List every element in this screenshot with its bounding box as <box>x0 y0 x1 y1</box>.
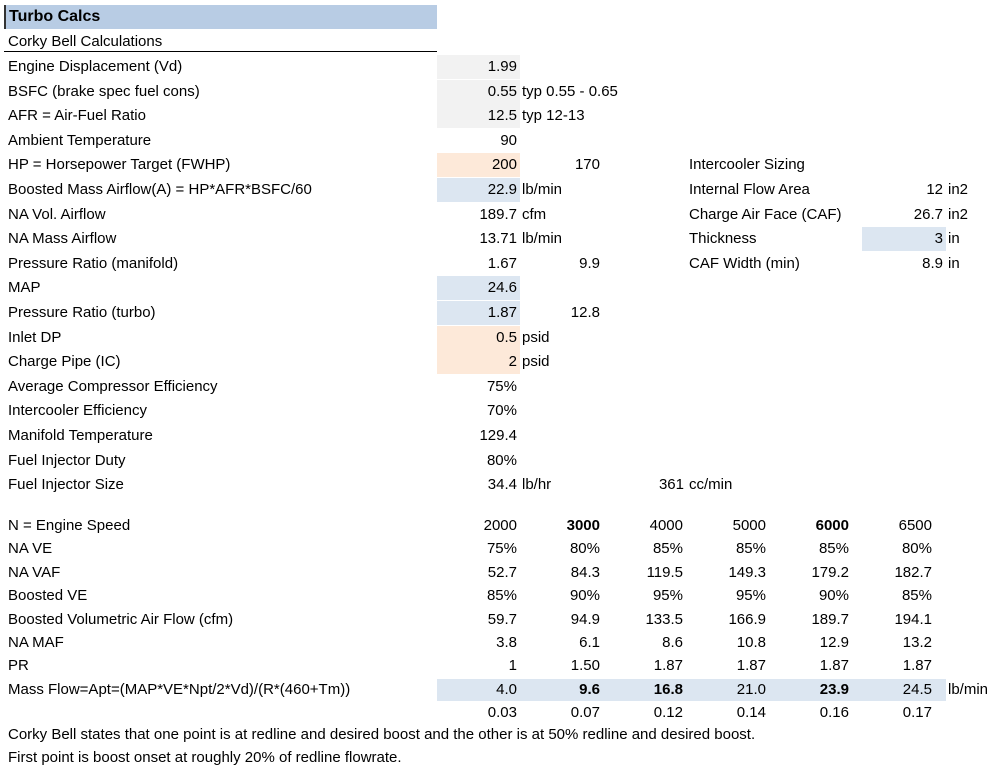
table-row <box>0 608 1002 632</box>
input-value-cell[interactable]: 1.87 <box>437 301 520 325</box>
ratio-cell[interactable]: 0.07 <box>570 704 600 722</box>
speed-header-row-label: N = Engine Speed <box>8 517 131 534</box>
intercooler-label: Internal Flow Area <box>689 181 810 198</box>
mass-flow-cell[interactable]: 23.9 <box>819 680 849 698</box>
input-value-cell[interactable]: 189.7 <box>479 205 517 223</box>
intercooler-unit: in2 <box>948 205 969 223</box>
intercooler-unit: in <box>948 254 960 272</box>
input-label: Pressure Ratio (manifold) <box>8 254 179 272</box>
input-label: Engine Displacement (Vd) <box>8 58 183 75</box>
speed-cell[interactable]: 5000 <box>732 517 766 534</box>
table-row <box>0 654 1002 678</box>
intercooler-value-cell[interactable]: 8.9 <box>922 254 943 272</box>
input-value-cell[interactable]: 34.4 <box>487 476 517 494</box>
input-row <box>0 473 1002 497</box>
mass-flow-cell[interactable]: 24.5 <box>902 680 932 698</box>
table-cell[interactable]: 1.87 <box>736 657 766 675</box>
table-cell[interactable]: 1.87 <box>819 657 849 675</box>
input-value-cell[interactable]: 0.5 <box>437 326 520 350</box>
input-row <box>0 449 1002 473</box>
table-cell[interactable]: 179.2 <box>811 563 849 581</box>
input-row <box>0 252 1002 276</box>
table-cell[interactable]: 13.2 <box>902 634 932 651</box>
mass-flow-row-label: Mass Flow=Apt=(MAP*VE*Npt/2*Vd)/(R*(460+Tm)) <box>8 680 351 698</box>
section-subtitle[interactable]: Corky Bell Calculations <box>4 30 437 52</box>
table-cell[interactable]: 95% <box>735 587 766 605</box>
input-row <box>0 104 1002 128</box>
table-cell[interactable]: 1.87 <box>653 657 683 675</box>
intercooler-heading: Intercooler Sizing <box>689 156 805 174</box>
table-cell[interactable]: 80% <box>569 540 600 558</box>
intercooler-label: Thickness <box>689 230 757 248</box>
intercooler-label: Charge Air Face (CAF) <box>689 205 842 223</box>
table-cell[interactable]: 1.50 <box>570 657 600 675</box>
intercooler-value-cell[interactable]: 26.7 <box>913 205 943 223</box>
intercooler-heading-row <box>0 153 1002 177</box>
ratio-cell[interactable]: 0.16 <box>819 704 849 722</box>
input-row <box>0 80 1002 104</box>
input-label: Fuel Injector Duty <box>8 451 126 469</box>
input-label: Manifold Temperature <box>8 427 153 444</box>
input-value-cell[interactable]: 0.55 <box>437 80 520 104</box>
ratio-cell[interactable]: 0.12 <box>653 704 683 722</box>
table-cell[interactable]: 149.3 <box>728 563 766 581</box>
table-cell[interactable]: 59.7 <box>487 610 517 628</box>
intercooler-unit: in2 <box>948 181 969 198</box>
intercooler-value-cell[interactable]: 12 <box>926 181 943 198</box>
input-value-cell[interactable]: 70% <box>486 402 517 420</box>
input-label: Inlet DP <box>8 328 62 346</box>
note-line: First point is boost onset at roughly 20% of redline flowrate. <box>8 749 402 766</box>
mass-flow-cell[interactable]: 21.0 <box>736 680 766 698</box>
table-row-label: NA MAF <box>8 634 64 651</box>
table-cell[interactable]: 8.6 <box>662 634 683 651</box>
input-value-cell[interactable]: 90 <box>500 131 517 149</box>
input-unit: typ 12-13 <box>522 107 585 125</box>
table-cell[interactable]: 189.7 <box>811 610 849 628</box>
input-label: MAP <box>8 279 41 297</box>
table-cell[interactable]: 12.9 <box>819 634 849 651</box>
speed-cell[interactable]: 6000 <box>815 517 849 534</box>
injector-cc-unit: cc/min <box>689 476 733 494</box>
input-label: Ambient Temperature <box>8 131 152 149</box>
note-line: Corky Bell states that one point is at redline and desired boost and the other is at 50% redline and desired boost. <box>8 726 756 743</box>
input-label: Pressure Ratio (turbo) <box>8 304 156 321</box>
input-unit: lb/hr <box>522 476 552 494</box>
input-row <box>0 227 1002 251</box>
input-unit: lb/min <box>522 181 563 198</box>
mass-flow-cell[interactable]: 4.0 <box>496 680 517 698</box>
input-label: NA Vol. Airflow <box>8 205 106 223</box>
input-label: Charge Pipe (IC) <box>8 353 121 371</box>
table-cell[interactable]: 84.3 <box>570 563 600 581</box>
input-row <box>0 326 1002 350</box>
input-value-cell[interactable]: 80% <box>486 451 517 469</box>
input-value-cell[interactable]: 24.6 <box>437 276 520 300</box>
input-value-cell[interactable]: 129.4 <box>479 427 517 444</box>
table-cell[interactable]: 119.5 <box>646 563 683 581</box>
table-cell[interactable]: 6.1 <box>579 634 600 651</box>
input-label: BSFC (brake spec fuel cons) <box>8 82 200 100</box>
speed-cell[interactable]: 4000 <box>649 517 683 534</box>
intercooler-unit: in <box>948 230 960 248</box>
table-cell[interactable]: 1.87 <box>902 657 932 675</box>
ratio-cell[interactable]: 0.14 <box>736 704 766 722</box>
table-row <box>0 584 1002 608</box>
table-cell[interactable]: 85% <box>652 540 683 558</box>
ratio-row <box>0 701 1002 725</box>
table-row-label: PR <box>8 657 29 675</box>
intercooler-value-cell[interactable]: 3 <box>862 227 946 251</box>
input-label: NA Mass Airflow <box>8 230 117 248</box>
ratio-cell[interactable]: 0.17 <box>902 704 932 722</box>
input-unit: lb/min <box>522 230 563 248</box>
input-row <box>0 399 1002 423</box>
table-row-label: NA VE <box>8 540 53 558</box>
table-cell[interactable]: 90% <box>569 587 600 605</box>
input-row <box>0 178 1002 202</box>
speed-cell[interactable]: 6500 <box>898 517 932 534</box>
input-value-cell[interactable]: 13.71 <box>479 230 517 248</box>
table-cell[interactable]: 194.1 <box>894 610 932 628</box>
table-cell[interactable]: 85% <box>818 540 849 558</box>
table-cell[interactable]: 133.5 <box>645 610 683 628</box>
table-row-label: Boosted Volumetric Air Flow (cfm) <box>8 610 234 628</box>
mass-flow-unit: lb/min <box>948 680 989 698</box>
input-value-cell[interactable]: 22.9 <box>437 178 520 202</box>
input-value-cell[interactable]: 2 <box>437 350 520 374</box>
sheet-title[interactable]: Turbo Calcs <box>4 5 437 29</box>
input-value-cell[interactable]: 1.67 <box>487 254 517 272</box>
input-row <box>0 276 1002 300</box>
table-row <box>0 561 1002 585</box>
table-row-label: Boosted VE <box>8 587 88 605</box>
table-cell[interactable]: 75% <box>486 540 517 558</box>
input-row <box>0 375 1002 399</box>
mass-flow-row <box>0 678 1002 702</box>
speed-cell[interactable]: 2000 <box>483 517 517 534</box>
mass-flow-cell[interactable]: 9.6 <box>579 680 600 698</box>
table-cell[interactable]: 10.8 <box>736 634 766 651</box>
table-cell[interactable]: 1 <box>508 657 517 675</box>
input-value-cell[interactable]: 1.99 <box>437 55 520 79</box>
ratio-cell[interactable]: 0.03 <box>487 704 517 722</box>
speed-cell[interactable]: 3000 <box>566 517 600 534</box>
table-row <box>0 537 1002 561</box>
table-cell[interactable]: 85% <box>901 587 932 605</box>
mass-flow-cell[interactable]: 16.8 <box>653 680 683 698</box>
input-label: Fuel Injector Size <box>8 476 124 494</box>
input-unit: typ 0.55 - 0.65 <box>522 82 618 100</box>
table-cell[interactable]: 182.7 <box>894 563 932 581</box>
input-unit: psid <box>522 328 550 346</box>
input-extra-value[interactable]: 9.9 <box>579 254 600 272</box>
table-cell[interactable]: 3.8 <box>496 634 517 651</box>
input-unit: psid <box>522 353 550 371</box>
input-row <box>0 301 1002 325</box>
input-value-cell[interactable]: 75% <box>486 377 517 395</box>
table-cell[interactable]: 52.7 <box>487 563 517 581</box>
input-extra-value[interactable]: 12.8 <box>570 304 600 321</box>
table-row-label: NA VAF <box>8 563 61 581</box>
input-label: HP = Horsepower Target (FWHP) <box>8 156 231 174</box>
injector-cc-value[interactable]: 361 <box>658 476 684 494</box>
input-label: AFR = Air-Fuel Ratio <box>8 107 146 125</box>
table-cell[interactable]: 80% <box>901 540 932 558</box>
input-label: Boosted Mass Airflow(A) = HP*AFR*BSFC/60 <box>8 181 312 198</box>
table-cell[interactable]: 85% <box>735 540 766 558</box>
table-cell[interactable]: 85% <box>486 587 517 605</box>
input-value-cell[interactable]: 12.5 <box>437 104 520 128</box>
speed-header-row <box>0 514 1002 538</box>
table-cell[interactable]: 90% <box>818 587 849 605</box>
input-label: Intercooler Efficiency <box>8 402 147 420</box>
table-row <box>0 631 1002 655</box>
input-extra-value[interactable]: 170 <box>574 156 600 174</box>
input-unit: cfm <box>522 205 547 223</box>
input-value-cell[interactable]: 200 <box>437 153 520 177</box>
intercooler-label: CAF Width (min) <box>689 254 800 272</box>
input-row <box>0 350 1002 374</box>
input-row <box>0 424 1002 448</box>
table-cell[interactable]: 166.9 <box>728 610 766 628</box>
input-label: Average Compressor Efficiency <box>8 377 218 395</box>
input-row <box>0 129 1002 153</box>
table-cell[interactable]: 94.9 <box>570 610 600 628</box>
input-row <box>0 55 1002 79</box>
input-row <box>0 203 1002 227</box>
table-cell[interactable]: 95% <box>652 587 683 605</box>
